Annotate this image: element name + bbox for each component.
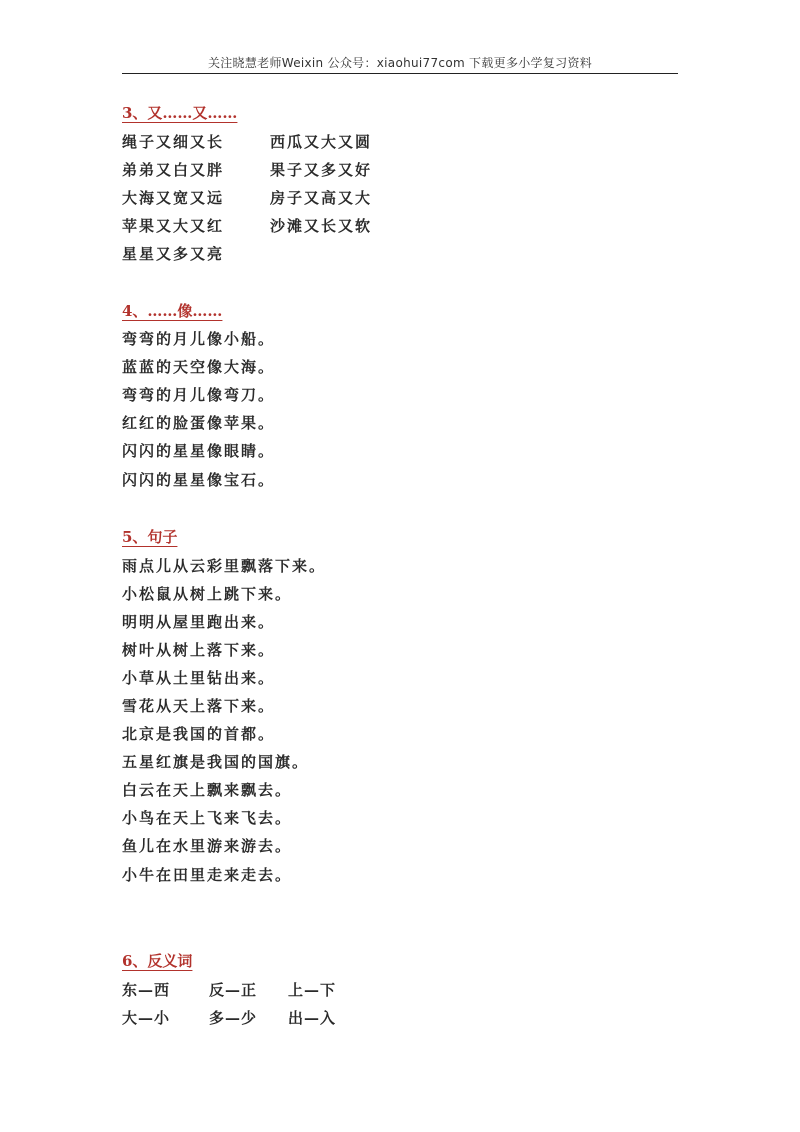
header-divider	[122, 73, 678, 74]
sentence-line: 弯弯的月儿像小船。	[122, 330, 276, 348]
antonym-pair: 反—正	[209, 981, 258, 999]
sentence-line: 五星红旗是我国的国旗。	[122, 753, 310, 771]
phrase-line: 苹果又大又红	[122, 217, 225, 235]
antonym-pair: 大—小	[122, 1009, 171, 1027]
page-header: 关注晓慧老师Weixin 公众号：xiaohui77com 下载更多小学复习资料	[207, 56, 593, 70]
section-title-5: 5、句子	[122, 528, 178, 546]
sentence-line: 树叶从树上落下来。	[122, 641, 276, 659]
phrase-line: 沙滩又长又软	[270, 217, 373, 235]
sentence-line: 小牛在田里走来走去。	[122, 866, 293, 884]
section-title-4: 4、……像……	[122, 302, 223, 320]
sentence-line: 蓝蓝的天空像大海。	[122, 358, 276, 376]
antonym-pair: 出—入	[288, 1009, 337, 1027]
sentence-line: 小松鼠从树上跳下来。	[122, 585, 293, 603]
antonym-pair: 上—下	[288, 981, 337, 999]
sentence-line: 小草从土里钻出来。	[122, 669, 276, 687]
phrase-line: 弟弟又白又胖	[122, 161, 225, 179]
sentence-line: 小鸟在天上飞来飞去。	[122, 809, 293, 827]
phrase-line: 大海又宽又远	[122, 189, 225, 207]
phrase-line: 果子又多又好	[270, 161, 373, 179]
sentence-line: 弯弯的月儿像弯刀。	[122, 386, 276, 404]
phrase-line: 西瓜又大又圆	[270, 133, 373, 151]
antonym-pair: 多—少	[209, 1009, 258, 1027]
sentence-line: 明明从屋里跑出来。	[122, 613, 276, 631]
section-title-3: 3、又……又……	[122, 104, 238, 122]
phrase-line: 绳子又细又长	[122, 133, 225, 151]
sentence-line: 白云在天上飘来飘去。	[122, 781, 293, 799]
sentence-line: 闪闪的星星像宝石。	[122, 471, 276, 489]
sentence-line: 鱼儿在水里游来游去。	[122, 837, 293, 855]
phrase-line: 房子又高又大	[270, 189, 373, 207]
sentence-line: 雨点儿从云彩里飘落下来。	[122, 557, 327, 575]
antonym-pair: 东—西	[122, 981, 171, 999]
phrase-line: 星星又多又亮	[122, 245, 225, 263]
sentence-line: 红红的脸蛋像苹果。	[122, 414, 276, 432]
sentence-line: 北京是我国的首都。	[122, 725, 276, 743]
sentence-line: 雪花从天上落下来。	[122, 697, 276, 715]
section-title-6: 6、反义词	[122, 952, 193, 970]
sentence-line: 闪闪的星星像眼睛。	[122, 442, 276, 460]
